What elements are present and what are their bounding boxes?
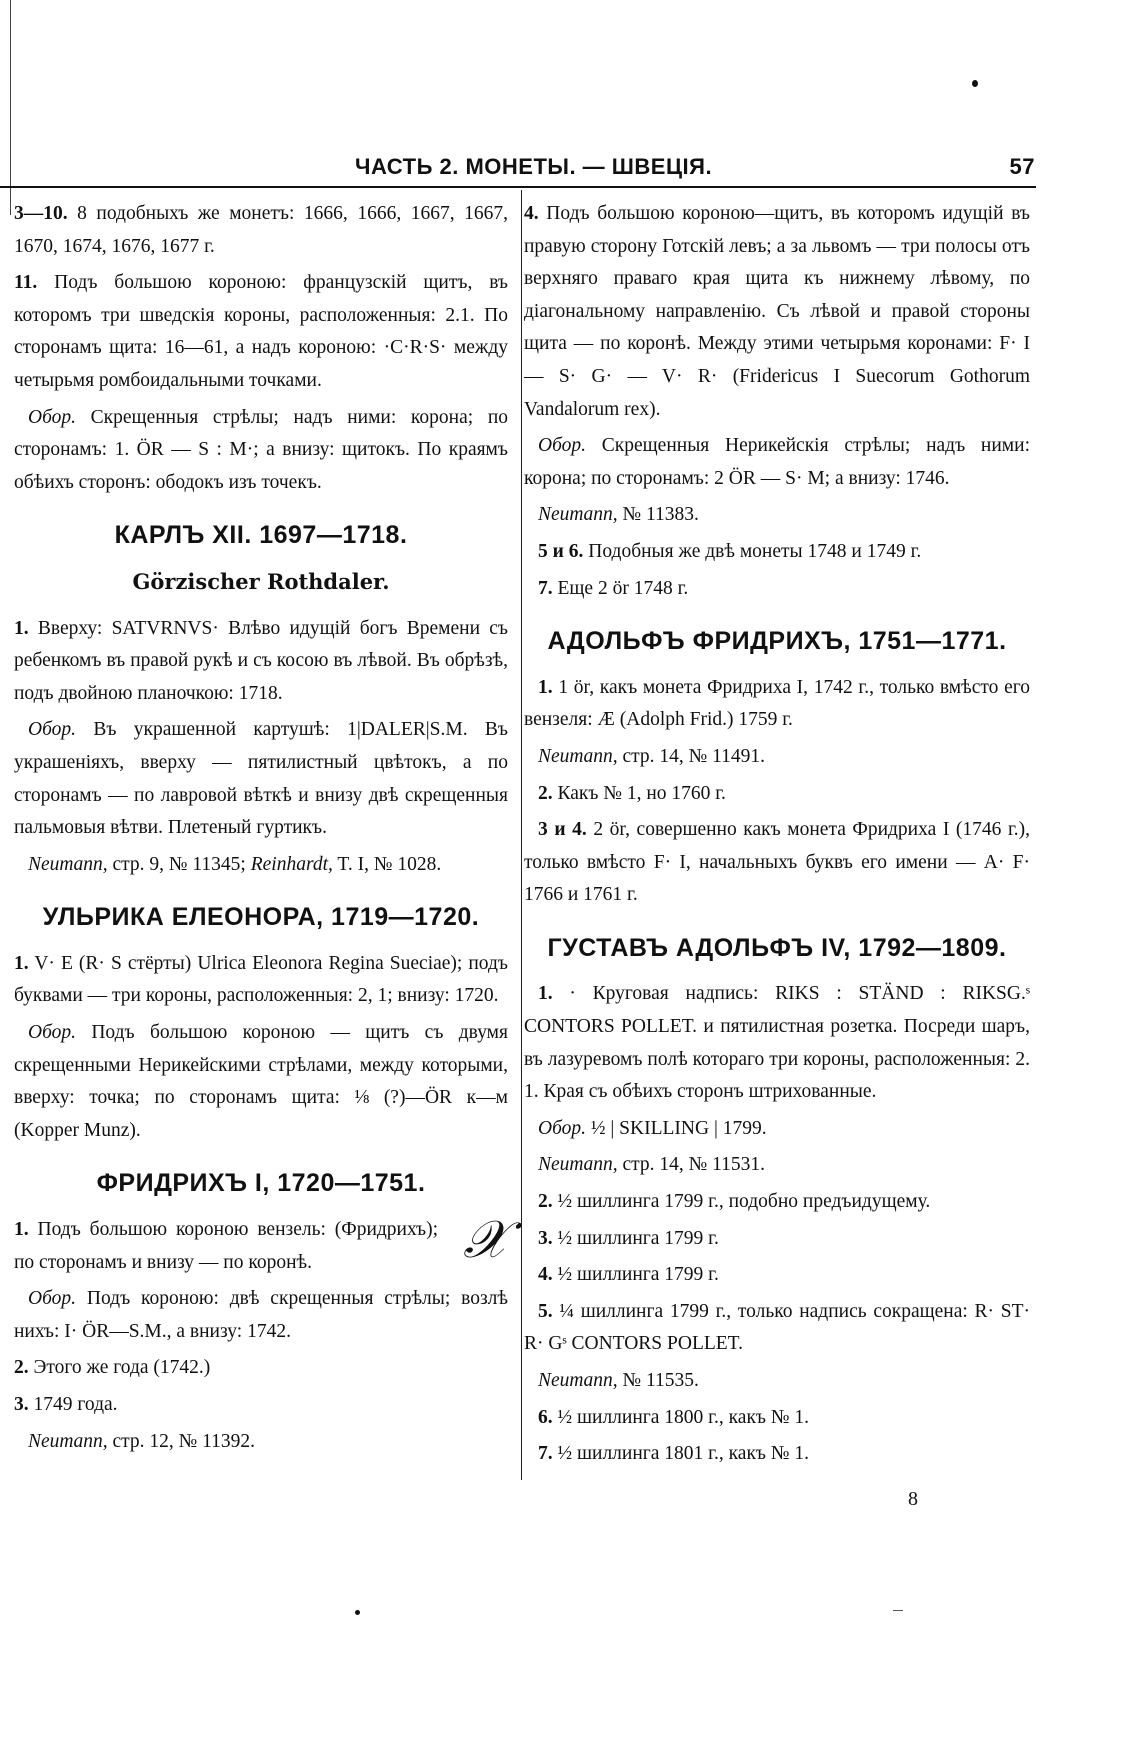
entry-11-obverse: Обор. Скрещенныя стрѣлы; надъ ними: корона; по сторонамъ: 1. ÖR — S : M·; а внизу: щитокъ. По краямъ обѣихъ сторонъ: ободокъ изъ точекъ. (14, 406, 509, 493)
karl-entry-1-obverse: Обор. Въ украшенной картушѣ: 1|DALER|S.M. Въ украшеніяхъ, вверху — пятилистный цвѣтокъ, а по сторонамъ — по лавровой вѣткѣ и внизу двѣ скрещенныя пальмовыя вѣтви. Плетеный гуртикъ. (14, 719, 509, 839)
gustav-entry-2: 2. ½ шиллинга 1799 г., подобно предъидущему. (538, 1191, 931, 1213)
header-title: ЧАСТЬ 2. МОНЕТЫ. — ШВЕЦІЯ. (355, 154, 713, 179)
entry-4-reference: Neumann, № 11383. (538, 504, 699, 526)
adolf-entry-3-4: 3 и 4. 2 ör, совершенно какъ монета Фридриха I (1746 г.), только вмѣсто F· I, начальныхъ буквъ его имени — A· F· 1766 и 1761 г. (524, 819, 1030, 906)
entry-3-10: 3—10. 8 подобныхъ же монетъ: 1666, 1666, 1667, 1667, 1670, 1674, 1676, 1677 г. (14, 203, 509, 257)
entry-11: 11. Подъ большою короною: французскій щитъ, въ которомъ три шведскія короны, расположенныя: 2.1. По сторонамъ щита: 16—61, а надъ короною: ·C·R·S· между четырьмя ромбоидальными точками. (14, 272, 508, 391)
gustav-entry-6: 6. ½ шиллинга 1800 г., какъ № 1. (538, 1406, 809, 1428)
header-rule (0, 186, 1036, 188)
bottom-mark (893, 1610, 903, 1611)
fridrikh-entry-3-reference: Neumann, стр. 12, № 11392. (28, 1430, 256, 1452)
gustav-entry-1-obverse: Обор. ½ | SKILLING | 1799. (538, 1117, 767, 1139)
stray-dot-bottom (355, 1610, 360, 1615)
page-number: 57 (1009, 154, 1035, 179)
monogram-glyph: 𝒳 (463, 1210, 508, 1271)
adolf-entry-1: 1. 1 ör, какъ монета Фридриха I, 1742 г., только вмѣсто его вензеля: Æ (Adolph Frid.) 1759 г. (524, 676, 1031, 731)
ulrika-entry-1-obverse: Обор. Подъ большою короною — щитъ съ двумя скрещенными Нерикейскими стрѣлами, между которыми, вверху: точка; по сторонамъ щита: ⅛ (?)—ÖR к—м (Kopper Munz). (14, 1022, 508, 1141)
gustav-entry-5-reference: Neumann, № 11535. (538, 1370, 699, 1391)
fridrikh-entry-3: 3. 1749 года. (14, 1394, 118, 1415)
signature-mark: 8 (908, 1488, 918, 1510)
right-column (524, 198, 1030, 1475)
gustav-entry-5: 5. ¼ шиллинга 1799 г., только надпись сокращена: R· ST· R· Gˢ CONTORS POLLET. (524, 1300, 1031, 1355)
gustav-entry-4: 4. ½ шиллинга 1799 г. (538, 1264, 719, 1286)
fridrikh-entry-1-block (14, 1210, 508, 1279)
fridrikh-entry-2: 2. Этого же года (1742.) (14, 1357, 211, 1379)
karl-entry-1-reference: Neumann, стр. 9, № 11345; Reinhardt, T. I, № 1028. (28, 853, 442, 875)
gustav-entry-7: 7. ½ шиллинга 1801 г., какъ № 1. (538, 1443, 809, 1465)
gustav-entry-1: 1. · Круговая надпись: RIKS : STÄND : RIKSG.ˢ CONTORS POLLET. и пятилистная розетка. Посреди шаръ, въ лазуревомъ полѣ котораго три короны, расположенныя: 2. 1. Края съ обѣихъ сторонъ штрихованные. (524, 983, 1031, 1103)
entry-4: 4. Подъ большою короною—щитъ, въ которомъ идущій въ правую сторону Готскій левъ; а за львомъ — три полосы отъ верхняго праваго края щита къ нижнему лѣвому, по діагональному направленію. Съ лѣвой и правой стороны щита — по коронѣ. Между этими четырьмя коронами: F· I — S· G· — V· R· (Fridericus I Suecorum Gothorum Vandalorum rex). (524, 203, 1030, 420)
karl-entry-1: 1. Вверху: SATVRNVS· Влѣво идущій богъ Времени съ ребенкомъ въ правой рукѣ и съ косою въ лѣвой. Въ обрѣзѣ, подъ двойною планочкою: 1718. (14, 617, 509, 704)
column-divider (521, 190, 522, 1480)
fridrikh-entry-1-obverse: Обор. Подъ короною: двѣ скрещенныя стрѣлы; возлѣ нихъ: I· ÖR—S.M., а внизу: 1742. (14, 1288, 508, 1342)
heading-adolf-fridrikh: АДОЛЬФЪ ФРИДРИХЪ, 1751—1771. (547, 627, 1007, 656)
heading-ulrika: УЛЬРИКА ЕЛЕОНОРА, 1719—1720. (42, 903, 480, 932)
gustav-entry-1-reference: Neumann, стр. 14, № 11531. (538, 1154, 766, 1176)
left-column (14, 198, 508, 1462)
adolf-entry-2: 2. Какъ № 1, но 1760 г. (538, 782, 726, 804)
stray-dot-top (972, 80, 978, 87)
subheading-karl: Görzischer Rothdaler. (132, 568, 390, 594)
running-header (355, 150, 1035, 186)
heading-gustav-adolf: ГУСТАВЪ АДОЛЬФЪ IV, 1792—1809. (547, 933, 1007, 962)
fridrikh-entry-1: 1. Подъ большою короною вензель: (Фридрихъ); по сторонамъ и внизу — по коронѣ. (14, 1219, 438, 1273)
heading-fridrikh-i: ФРИДРИХЪ I, 1720—1751. (96, 1169, 426, 1198)
gustav-entry-3: 3. ½ шиллинга 1799 г. (538, 1227, 719, 1249)
entry-4-obverse: Обор. Скрещенныя Нерикейскія стрѣлы; надъ ними: корона; по сторонамъ: 2 ÖR — S· M; а внизу: 1746. (524, 435, 1030, 489)
page-edge-line (10, 0, 11, 215)
entry-7: 7. Еще 2 ör 1748 г. (538, 577, 689, 599)
ulrika-entry-1: 1. V· E (R· S стёрты) Ulrica Eleonora Regina Sueciae); подъ буквами — три короны, расположенныя: 2, 1; внизу: 1720. (14, 952, 509, 1007)
heading-karl-xii: КАРЛЪ XII. 1697—1718. (114, 521, 408, 550)
adolf-entry-1-reference: Neumann, стр. 14, № 11491. (538, 745, 766, 767)
entry-5-6: 5 и 6. Подобныя же двѣ монеты 1748 и 1749 г. (538, 540, 922, 562)
